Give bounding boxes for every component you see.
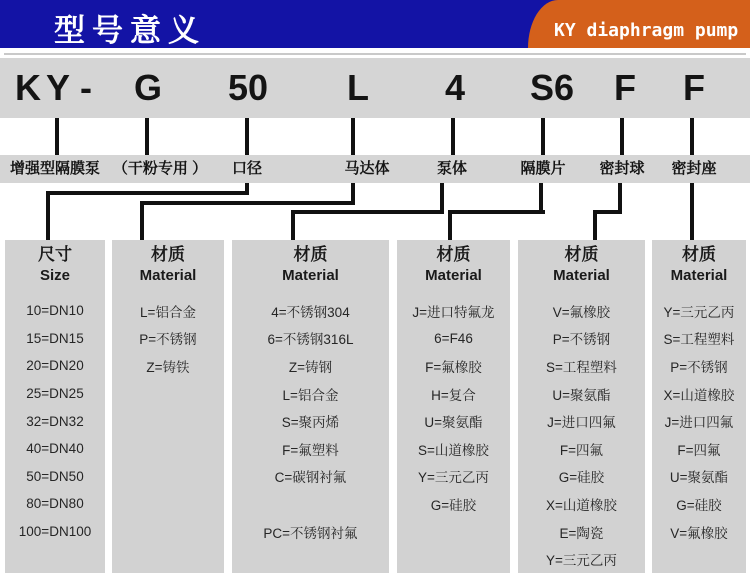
segment-label-diaphragm: 隔膜片: [520, 160, 566, 177]
material-code-item: U=聚氨酯: [424, 415, 483, 431]
connector-line: [690, 118, 694, 156]
material-code-item: F=氟塑料: [282, 442, 339, 458]
material-code-item: G=硅胶: [430, 497, 477, 513]
column-subtitle: Material: [553, 267, 610, 284]
material-code-item: 6=F46: [434, 330, 473, 346]
column-title: 材质: [682, 245, 716, 264]
material-code-item: [232, 490, 389, 518]
material-code-item: 40=DN40: [26, 441, 84, 457]
code-segment-k: K: [15, 67, 41, 108]
material-code-item: U=聚氨酯: [669, 470, 729, 486]
code-segment-4: 4: [444, 67, 466, 108]
code-segment-y: Y: [45, 67, 71, 108]
material-code-item: 20=DN20: [26, 358, 84, 374]
material-code-item: 80=DN80: [26, 496, 84, 512]
column-title: 材质: [564, 245, 599, 264]
column-subtitle: Material: [425, 267, 482, 284]
brand-ribbon-label: KY diaphragm pump: [554, 20, 739, 41]
segment-label-seal-ball: 密封球: [599, 160, 645, 177]
material-code-item: 10=DN10: [26, 303, 84, 319]
segment-label-motor-body: 马达体: [344, 160, 390, 177]
column-subtitle: Material: [139, 267, 197, 284]
material-code-item: 6=不锈钢316L: [267, 332, 354, 348]
model-code-bar: [0, 58, 750, 118]
material-code-item: E=陶瓷: [559, 525, 604, 541]
material-code-item: F=四氟: [677, 442, 721, 458]
material-code-item: S=聚丙烯: [281, 415, 340, 431]
material-code-item: X=山道橡胶: [663, 387, 735, 403]
material-code-item: V=氟橡胶: [552, 304, 611, 320]
segment-label-bar: [0, 155, 750, 183]
column-pump-body-material: [232, 240, 389, 573]
header-divider: [4, 53, 746, 55]
connector-line: [351, 118, 355, 156]
segment-label-diameter: 口径: [231, 160, 263, 177]
code-segment-s6: S6: [529, 67, 575, 108]
material-code-item: 100=DN100: [18, 524, 92, 540]
connector-line: [145, 118, 149, 156]
material-code-item: J=进口四氟: [664, 415, 734, 431]
connector-line: [448, 210, 452, 240]
material-code-item: J=进口四氟: [547, 415, 616, 431]
column-items: [518, 297, 645, 573]
connector-line: [245, 118, 249, 156]
material-code-item: 50=DN50: [26, 468, 84, 484]
code-segment-50: 50: [227, 67, 269, 108]
material-code-item: P=不锈钢: [552, 332, 611, 348]
connector-line: [55, 118, 59, 156]
material-code-item: L=铝合金: [140, 304, 196, 320]
material-code-item: X=山道橡胶: [546, 497, 617, 513]
connector-line: [593, 210, 597, 240]
material-code-item: L=铝合金: [282, 387, 339, 403]
connector-line: [690, 183, 694, 240]
material-code-item: C=碳钢衬氟: [274, 470, 347, 486]
material-code-item: F=四氟: [559, 442, 604, 458]
material-code-item: G=硅胶: [676, 497, 722, 513]
connector-line: [448, 210, 545, 214]
column-items: [5, 297, 105, 545]
material-code-item: V=氟橡胶: [670, 525, 728, 541]
brand-ribbon: [528, 0, 750, 48]
material-code-item: 15=DN15: [26, 330, 84, 346]
column-title: 材质: [436, 245, 471, 264]
header-bar: [0, 0, 750, 48]
column-seal-ball-material: [518, 240, 645, 573]
segment-label-dry-powder: （干粉专用 ）: [112, 160, 208, 177]
column-size: [5, 240, 105, 573]
material-code-item: Y=三元乙丙: [663, 304, 735, 320]
material-code-item: H=复合: [431, 387, 476, 403]
material-code-item: S=山道橡胶: [418, 442, 489, 458]
column-items: [652, 297, 746, 545]
material-code-item: 4=不锈钢304: [271, 304, 350, 320]
column-subtitle: Material: [670, 267, 728, 284]
material-code-item: Z=铸钢: [288, 359, 333, 375]
material-code-item: P=不锈钢: [139, 332, 197, 348]
material-code-item: S=工程塑料: [663, 332, 735, 348]
connector-line: [140, 201, 144, 240]
column-diaphragm-material: [397, 240, 510, 573]
column-title: 材质: [151, 245, 185, 264]
connector-line: [46, 191, 249, 195]
connector-line: [541, 118, 545, 156]
connector-line: [593, 210, 622, 214]
connector-line: [451, 118, 455, 156]
column-items: [397, 297, 510, 518]
page-title: 型号意义: [54, 13, 206, 48]
column-seal-seat-material: [652, 240, 746, 573]
column-title: 尺寸: [38, 245, 72, 264]
material-code-item: Y=三元乙丙: [418, 470, 489, 486]
connector-line: [291, 210, 442, 214]
material-code-item: P=不锈钢: [670, 359, 728, 375]
material-code-item: Y=三元乙丙: [546, 553, 617, 569]
material-code-item: F=氟橡胶: [425, 359, 482, 375]
material-code-item: Z=铸铁: [146, 359, 190, 375]
column-items: [232, 297, 389, 545]
code-segment-f1: F: [614, 67, 636, 108]
code-segment-g: G: [133, 67, 163, 108]
column-title: 材质: [293, 245, 328, 264]
material-code-item: 25=DN25: [26, 386, 84, 402]
material-code-item: 32=DN32: [26, 413, 84, 429]
connector-line: [620, 118, 624, 156]
connector-line: [46, 191, 50, 240]
material-code-item: J=进口特氟龙: [412, 304, 495, 320]
segment-label-pump-type: 增强型隔膜泵: [9, 160, 101, 177]
material-code-item: S=工程塑料: [546, 359, 617, 375]
connector-line: [140, 201, 355, 205]
material-code-item: U=聚氨酯: [552, 387, 611, 403]
code-segment-l: L: [347, 67, 369, 108]
column-subtitle: Material: [282, 267, 339, 284]
segment-label-seal-seat: 密封座: [671, 160, 717, 177]
connector-line: [291, 210, 295, 240]
code-segment-dash: -: [80, 67, 92, 108]
column-subtitle: Size: [39, 267, 70, 284]
column-motor-body-material: [112, 240, 224, 573]
segment-label-pump-body: 泵体: [436, 160, 468, 177]
material-code-item: PC=不锈钢衬氟: [263, 525, 358, 541]
code-segment-f2: F: [683, 67, 705, 108]
material-code-item: G=硅胶: [558, 470, 605, 486]
column-items: [112, 297, 224, 380]
